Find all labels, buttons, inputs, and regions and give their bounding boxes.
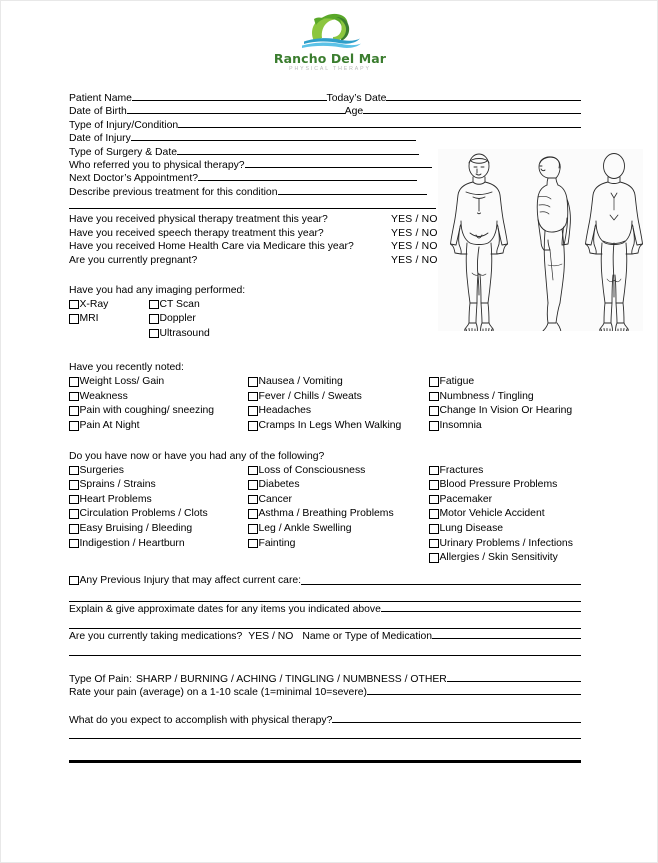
imaging-column-2 xyxy=(149,298,210,342)
checkbox-label: Pain with coughing/ sneezing xyxy=(79,405,215,417)
checkbox-label: Cancer xyxy=(258,493,292,505)
checkbox-icon[interactable] xyxy=(69,480,79,490)
medication-name-input[interactable] xyxy=(432,629,581,639)
checkbox-item[interactable] xyxy=(69,298,149,313)
field-label-todays-date: Today’s Date xyxy=(326,93,387,104)
checkbox-item[interactable] xyxy=(248,493,429,508)
checkbox-icon[interactable] xyxy=(69,421,79,431)
explain-input[interactable] xyxy=(381,602,581,612)
checkbox-item[interactable] xyxy=(248,522,429,537)
explain-label: Explain & give approximate dates for any items you indicated above xyxy=(69,604,381,616)
imaging-section xyxy=(69,298,581,342)
checkbox-label: Leg / Ankle Swelling xyxy=(258,523,352,535)
explain-continuation-line[interactable] xyxy=(69,616,581,629)
field-referral-row xyxy=(69,158,581,171)
field-surgery-row xyxy=(69,145,581,158)
checkbox-icon[interactable] xyxy=(149,314,159,324)
checkbox-item[interactable] xyxy=(69,478,248,493)
previous-injury-row xyxy=(69,574,581,589)
yes-no-row xyxy=(69,213,581,227)
checkbox-label: Ultrasound xyxy=(159,327,210,339)
checkbox-label: Surgeries xyxy=(79,464,124,476)
checkbox-icon[interactable] xyxy=(429,392,439,402)
clinic-tagline: PHYSICAL THERAPY xyxy=(289,66,371,72)
field-previous-treatment-row xyxy=(69,185,581,198)
checkbox-label: Nausea / Vomiting xyxy=(258,376,343,388)
checkbox-icon[interactable] xyxy=(248,406,258,416)
checkbox-icon[interactable] xyxy=(429,495,439,505)
checkbox-item[interactable] xyxy=(429,551,581,566)
checkbox-icon[interactable] xyxy=(429,421,439,431)
checkbox-icon[interactable] xyxy=(248,524,258,534)
checkbox-label: Cramps In Legs When Walking xyxy=(258,420,402,432)
checkbox-label: Loss of Consciousness xyxy=(258,464,366,476)
yes-no-row xyxy=(69,240,581,254)
yes-no-question: Have you received physical therapy treatment this year? xyxy=(69,214,328,226)
checkbox-item[interactable] xyxy=(248,478,429,493)
checkbox-icon[interactable] xyxy=(429,553,439,563)
yes-no-answer[interactable]: YES / NO xyxy=(391,241,438,253)
checkbox-icon[interactable] xyxy=(69,495,79,505)
checkbox-label: Change In Vision Or Hearing xyxy=(439,405,573,417)
checkbox-icon[interactable] xyxy=(69,406,79,416)
checkbox-icon[interactable] xyxy=(248,377,258,387)
checkbox-icon[interactable] xyxy=(69,509,79,519)
checkbox-label: Fainting xyxy=(258,537,296,549)
checkbox-item[interactable] xyxy=(69,522,248,537)
checkbox-icon[interactable] xyxy=(69,539,79,549)
pain-rating-label: Rate your pain (average) on a 1-10 scale (1=minimal 10=severe) xyxy=(69,687,368,699)
previous-injury-input[interactable] xyxy=(301,575,581,585)
field-label-age: Age xyxy=(344,106,364,118)
checkbox-icon[interactable] xyxy=(248,495,258,505)
previous-injury-label: Any Previous Injury that may affect current care: xyxy=(79,574,302,586)
yes-no-answer[interactable]: YES / NO xyxy=(391,214,438,226)
checkbox-item[interactable] xyxy=(149,312,210,327)
checkbox-item[interactable] xyxy=(69,375,248,390)
checkbox-label: Weakness xyxy=(79,390,128,402)
checkbox-item[interactable] xyxy=(149,327,210,342)
checkbox-item[interactable] xyxy=(69,404,248,419)
checkbox-item[interactable] xyxy=(429,522,581,537)
clinic-logo xyxy=(1,7,658,73)
checkbox-label: Pacemaker xyxy=(439,493,493,505)
imaging-column-1 xyxy=(69,298,149,342)
history-heading: Do you have now or have you had any of the following? xyxy=(69,450,325,462)
checkbox-item[interactable] xyxy=(248,390,429,405)
field-input-next-appointment[interactable] xyxy=(198,171,417,181)
goals-continuation-line-2[interactable] xyxy=(69,747,581,760)
checkbox-icon[interactable] xyxy=(248,466,258,476)
yes-no-question: Have you received Home Health Care via Medicare this year? xyxy=(69,241,354,253)
field-label-date-of-birth: Date of Birth xyxy=(69,106,127,118)
checkbox-label: Allergies / Skin Sensitivity xyxy=(439,552,558,564)
field-input-patient-name[interactable] xyxy=(132,91,327,101)
recently-noted-heading: Have you recently noted: xyxy=(69,362,184,374)
history-section xyxy=(69,464,581,566)
checkbox-item[interactable] xyxy=(69,464,248,479)
checkbox-icon[interactable] xyxy=(69,576,79,586)
clinic-name: Rancho Del Mar xyxy=(273,51,387,66)
checkbox-label: Insomnia xyxy=(439,420,482,432)
checkbox-item[interactable] xyxy=(429,404,581,419)
field-input-injury-date[interactable] xyxy=(131,131,416,141)
field-label-injury-type: Type of Injury/Condition xyxy=(69,119,179,131)
yes-no-answer[interactable]: YES / NO xyxy=(391,254,438,266)
checkbox-label: Weight Loss/ Gain xyxy=(79,376,165,388)
checkbox-icon[interactable] xyxy=(429,539,439,549)
checkbox-icon[interactable] xyxy=(429,466,439,476)
checkbox-icon[interactable] xyxy=(429,377,439,387)
recently-noted-column-2 xyxy=(248,375,429,433)
checkbox-item[interactable] xyxy=(248,507,429,522)
field-label-referral: Who referred you to physical therapy? xyxy=(69,159,245,171)
checkbox-label: Fatigue xyxy=(439,376,475,388)
checkbox-label: X-Ray xyxy=(79,298,109,310)
field-input-referral[interactable] xyxy=(245,158,432,168)
pain-type-row xyxy=(69,672,581,685)
checkbox-icon[interactable] xyxy=(429,509,439,519)
checkbox-item[interactable] xyxy=(429,375,581,390)
imaging-heading: Have you had any imaging performed: xyxy=(69,284,246,296)
checkbox-item[interactable] xyxy=(429,478,581,493)
checkbox-icon[interactable] xyxy=(69,377,79,387)
checkbox-label: MRI xyxy=(79,313,99,325)
checkbox-label: Blood Pressure Problems xyxy=(439,479,558,491)
history-column-2 xyxy=(248,464,429,566)
pain-type-options[interactable]: SHARP / BURNING / ACHING / TINGLING / NUMBNESS / OTHER xyxy=(135,673,447,685)
checkbox-icon[interactable] xyxy=(69,392,79,402)
field-label-patient-name: Patient Name xyxy=(69,93,132,104)
field-injury-date-row xyxy=(69,131,581,144)
goals-row xyxy=(69,713,581,726)
field-input-date-of-birth[interactable] xyxy=(127,104,345,114)
field-next-appointment-row xyxy=(69,171,581,184)
recently-noted-column-3 xyxy=(429,375,581,433)
field-label-next-appointment: Next Doctor’s Appointment? xyxy=(69,173,198,185)
checkbox-item[interactable] xyxy=(248,464,429,479)
checkbox-label: Diabetes xyxy=(258,479,300,491)
checkbox-item[interactable] xyxy=(69,312,149,327)
checkbox-icon[interactable] xyxy=(248,392,258,402)
checkbox-label: Fever / Chills / Sweats xyxy=(258,390,362,402)
yes-no-row xyxy=(69,227,581,241)
yes-no-question: Are you currently pregnant? xyxy=(69,254,198,266)
pain-type-label: Type Of Pain: xyxy=(69,673,132,685)
recently-noted-column-1 xyxy=(69,375,248,433)
history-column-1 xyxy=(69,464,248,566)
form-body xyxy=(69,91,581,763)
field-input-injury-type[interactable] xyxy=(178,118,581,128)
checkbox-item[interactable] xyxy=(69,390,248,405)
field-dob-row xyxy=(69,104,581,117)
checkbox-icon[interactable] xyxy=(248,539,258,549)
wave-swan-logo-icon xyxy=(284,7,376,51)
previous-injury-continuation-line[interactable] xyxy=(69,589,581,602)
checkbox-label: CT Scan xyxy=(159,298,200,310)
explain-row xyxy=(69,602,581,615)
field-input-age[interactable] xyxy=(363,104,581,114)
checkbox-item[interactable] xyxy=(429,507,581,522)
yes-no-row xyxy=(69,254,581,268)
checkbox-item[interactable] xyxy=(149,298,210,313)
checkbox-label: Sprains / Strains xyxy=(79,479,156,491)
pain-rating-input[interactable] xyxy=(367,685,581,695)
checkbox-icon[interactable] xyxy=(429,406,439,416)
checkbox-icon[interactable] xyxy=(248,421,258,431)
checkbox-label: Headaches xyxy=(258,405,312,417)
checkbox-label: Asthma / Breathing Problems xyxy=(258,508,394,520)
checkbox-icon[interactable] xyxy=(149,300,159,310)
checkbox-label: Easy Bruising / Bleeding xyxy=(79,523,193,535)
checkbox-item[interactable] xyxy=(248,419,429,434)
checkbox-item[interactable] xyxy=(248,537,429,552)
checkbox-icon[interactable] xyxy=(69,314,79,324)
checkbox-item[interactable] xyxy=(429,537,581,552)
checkbox-icon[interactable] xyxy=(69,300,79,310)
field-input-todays-date[interactable] xyxy=(386,91,581,101)
medications-answer[interactable]: YES / NO xyxy=(248,630,294,642)
field-patient-name-row xyxy=(69,91,581,104)
yes-no-question: Have you received speech therapy treatment this year? xyxy=(69,227,324,239)
checkbox-label: Circulation Problems / Clots xyxy=(79,508,208,520)
checkbox-label: Motor Vehicle Accident xyxy=(439,508,545,520)
checkbox-label: Pain At Night xyxy=(79,420,140,432)
goals-input[interactable] xyxy=(332,713,581,723)
goals-continuation-line-1[interactable] xyxy=(69,726,581,739)
checkbox-item[interactable] xyxy=(429,493,581,508)
checkbox-item[interactable] xyxy=(248,404,429,419)
checkbox-label: Urinary Problems / Infections xyxy=(439,537,573,549)
checkbox-label: Indigestion / Heartburn xyxy=(79,537,185,549)
checkbox-label: Heart Problems xyxy=(79,493,152,505)
checkbox-icon[interactable] xyxy=(248,480,258,490)
checkbox-icon[interactable] xyxy=(149,329,159,339)
medications-continuation-line[interactable] xyxy=(69,642,581,655)
checkbox-item[interactable] xyxy=(69,507,248,522)
checkbox-icon[interactable] xyxy=(429,524,439,534)
yes-no-answer[interactable]: YES / NO xyxy=(391,227,438,239)
field-injury-type-row xyxy=(69,118,581,131)
checkbox-label: Lung Disease xyxy=(439,523,504,535)
field-label-previous-treatment: Describe previous treatment for this condition xyxy=(69,186,278,198)
checkbox-icon[interactable] xyxy=(248,509,258,519)
goals-label: What do you expect to accomplish with physical therapy? xyxy=(69,714,333,726)
field-input-surgery[interactable] xyxy=(177,145,419,155)
field-label-surgery: Type of Surgery & Date xyxy=(69,146,178,158)
medications-question: Are you currently taking medications? xyxy=(69,630,243,642)
checkbox-item[interactable] xyxy=(69,493,248,508)
checkbox-item[interactable] xyxy=(429,419,581,434)
checkbox-item[interactable] xyxy=(429,390,581,405)
checkbox-item[interactable] xyxy=(248,375,429,390)
checkbox-item[interactable] xyxy=(69,537,248,552)
checkbox-icon[interactable] xyxy=(69,524,79,534)
recently-noted-section xyxy=(69,375,581,433)
checkbox-icon[interactable] xyxy=(69,466,79,476)
checkbox-icon[interactable] xyxy=(429,480,439,490)
pain-type-other-input[interactable] xyxy=(447,672,581,682)
checkbox-item[interactable] xyxy=(429,464,581,479)
checkbox-label: Fractures xyxy=(439,464,484,476)
checkbox-item[interactable] xyxy=(69,419,248,434)
field-input-previous-treatment[interactable] xyxy=(278,185,427,195)
checkbox-label: Doppler xyxy=(159,313,196,325)
yes-no-section xyxy=(69,213,581,267)
pain-rating-row xyxy=(69,685,581,698)
field-label-injury-date: Date of Injury xyxy=(69,133,131,145)
medication-name-label: Name or Type of Medication xyxy=(302,630,433,642)
medications-row xyxy=(69,629,581,642)
history-column-3 xyxy=(429,464,581,566)
checkbox-label: Numbness / Tingling xyxy=(439,390,534,402)
form-bottom-rule xyxy=(69,761,581,763)
